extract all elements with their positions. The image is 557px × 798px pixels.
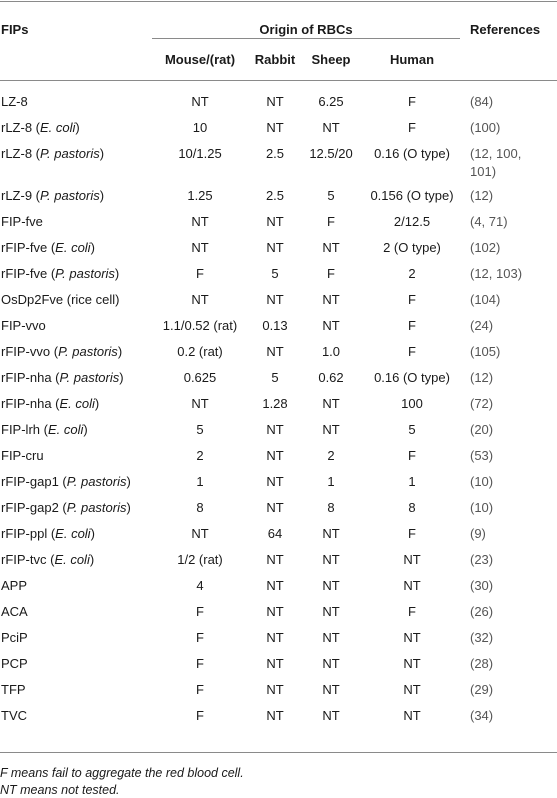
cell-mouse: F (196, 656, 204, 671)
cell-human: F (408, 344, 416, 359)
cell-sheep: NT (322, 630, 340, 645)
fip-name-text: rLZ-9 ( (1, 188, 40, 203)
cell-mouse: F (196, 682, 204, 697)
fip-name-suffix: ) (117, 344, 123, 359)
cell-sheep: NT (322, 682, 340, 697)
fip-name-suffix: ) (119, 370, 124, 385)
fip-name-suffix: ) (75, 120, 80, 135)
reference-link[interactable]: (72) (470, 396, 494, 411)
fip-species: E. coli (40, 120, 76, 135)
cell-mouse: 1/2 (rat) (177, 552, 223, 567)
fip-name-suffix: ) (126, 474, 131, 489)
fip-name (1, 630, 28, 646)
fip-name-suffix: ) (99, 188, 105, 203)
fip-name (1, 578, 27, 594)
fip-name-suffix: ) (89, 552, 95, 567)
cell-sheep: 6.25 (318, 94, 344, 109)
cell-mouse: F (196, 604, 204, 619)
cell-rabbit: 64 (267, 526, 283, 541)
header-origin-of-rbcs: Origin of RBCs (259, 22, 353, 37)
fip-name (1, 120, 80, 136)
cell-human: NT (403, 552, 421, 567)
reference-link[interactable]: (24) (470, 318, 494, 333)
cell-mouse: 10/1.25 (178, 146, 222, 161)
fip-name (1, 422, 88, 438)
fip-name (1, 500, 131, 516)
fip-name (1, 240, 95, 256)
fip-name-text: TVC (1, 708, 27, 723)
cell-rabbit: NT (266, 240, 284, 255)
fip-name (1, 604, 28, 620)
cell-rabbit: NT (266, 630, 284, 645)
fip-species: P. pastoris (59, 370, 120, 385)
cell-sheep: 1 (327, 474, 335, 489)
cell-human: NT (403, 708, 421, 723)
reference-link[interactable]: (23) (470, 552, 494, 567)
cell-mouse: 10 (192, 120, 208, 135)
fip-name-text: rLZ-8 ( (1, 146, 40, 161)
fip-name (1, 318, 46, 334)
fip-name-text: rLZ-8 ( (1, 120, 40, 135)
fip-name (1, 448, 44, 464)
cell-human: 1 (408, 474, 416, 489)
cell-sheep: NT (322, 552, 340, 567)
cell-rabbit: 5 (271, 370, 279, 385)
cell-rabbit: 2.5 (265, 188, 285, 203)
cell-rabbit: NT (266, 708, 284, 723)
cell-rabbit: NT (266, 120, 284, 135)
fip-name (1, 370, 124, 386)
cell-rabbit: NT (266, 682, 284, 697)
cell-sheep: NT (322, 396, 340, 411)
cell-rabbit: NT (266, 448, 284, 463)
fip-name-suffix: ) (83, 422, 88, 437)
header-rabbit: Rabbit (254, 52, 296, 67)
reference-link[interactable]: (53) (470, 448, 494, 463)
fip-name (1, 656, 28, 672)
cell-mouse: F (196, 630, 204, 645)
cell-sheep: F (327, 214, 335, 229)
fip-name-text: PCP (1, 656, 28, 671)
cell-sheep: 12.5/20 (309, 146, 353, 161)
fip-species: P. pastoris (66, 500, 127, 515)
cell-human: 8 (408, 500, 416, 515)
fip-species: E. coli (55, 526, 91, 541)
cell-mouse: 1.25 (187, 188, 213, 203)
reference-link[interactable]: (34) (470, 708, 494, 723)
fip-name (1, 188, 104, 204)
reference-link[interactable]: (32) (470, 630, 494, 645)
top-rule (0, 1, 557, 2)
cell-sheep: F (327, 266, 335, 281)
fip-name-text: rFIP-fve ( (1, 266, 56, 281)
fip-name (1, 94, 28, 110)
fip-name-text: PciP (1, 630, 28, 645)
cell-mouse: NT (191, 94, 209, 109)
reference-link[interactable]: (12, 103) (470, 266, 523, 281)
cell-human: 5 (408, 422, 416, 437)
footnote-nt: NT means not tested. (0, 783, 120, 797)
reference-link[interactable]: (104) (470, 292, 501, 307)
cell-mouse: 1 (196, 474, 204, 489)
cell-sheep: 1.0 (321, 344, 341, 359)
reference-link[interactable]: (12) (470, 188, 494, 203)
cell-mouse: NT (191, 526, 209, 541)
header-references: References (470, 22, 541, 37)
cell-mouse: 1.1/0.52 (rat) (162, 318, 238, 333)
cell-human: F (408, 448, 416, 463)
cell-human: NT (403, 578, 421, 593)
fip-name-text: APP (1, 578, 28, 593)
fip-name (1, 344, 122, 360)
reference-link[interactable]: (100) (470, 120, 501, 135)
fip-species: P. pastoris (58, 344, 118, 359)
origin-subheader-rule (152, 38, 460, 39)
cell-rabbit: 5 (271, 266, 279, 281)
cell-human: 2 (408, 266, 416, 281)
fip-name-suffix: ) (126, 500, 131, 515)
reference-link[interactable]: (12) (470, 370, 494, 385)
reference-link[interactable]: (28) (470, 656, 494, 671)
cell-sheep: NT (322, 578, 340, 593)
fip-name-text: FIP-fve (1, 214, 43, 229)
cell-human: NT (403, 682, 421, 697)
reference-link[interactable]: (4, 71) (470, 214, 508, 229)
cell-human: F (408, 120, 416, 135)
cell-human: F (408, 604, 416, 619)
cell-sheep: NT (322, 656, 340, 671)
fip-species: E. coli (55, 240, 91, 255)
cell-sheep: 2 (327, 448, 335, 463)
cell-mouse: 0.625 (183, 370, 217, 385)
fip-name-text: rFIP-ppl ( (1, 526, 56, 541)
cell-mouse: 2 (196, 448, 204, 463)
cell-mouse: 8 (196, 500, 204, 515)
header-fips: FIPs (1, 22, 29, 37)
reference-link[interactable]: (20) (470, 422, 494, 437)
fip-name-text: rFIP-tvc ( (1, 552, 55, 567)
fip-name-text: rFIP-gap1 ( (1, 474, 67, 489)
cell-sheep: 5 (327, 188, 335, 203)
cell-human: 0.16 (O type) (374, 146, 450, 161)
reference-link[interactable]: (9) (470, 526, 486, 541)
fip-name-suffix: ) (90, 240, 95, 255)
reference-link[interactable]: (105) (470, 344, 501, 359)
cell-sheep: NT (322, 604, 340, 619)
fip-name-text: FIP-cru (1, 448, 44, 463)
fip-name-text: rFIP-vvo ( (1, 344, 59, 359)
cell-rabbit: NT (266, 292, 284, 307)
cell-sheep: NT (322, 292, 340, 307)
fip-name-suffix: ) (114, 266, 120, 281)
cell-human: F (408, 292, 416, 307)
cell-mouse: 5 (196, 422, 204, 437)
fip-species: E. coli (54, 552, 90, 567)
header-sheep: Sheep (311, 52, 351, 67)
fip-name (1, 266, 119, 282)
cell-rabbit: 0.13 (262, 318, 288, 333)
cell-human: F (408, 318, 416, 333)
fip-name (1, 682, 26, 698)
header-mouse-rat: Mouse/(rat) (164, 52, 236, 67)
fip-species: E. coli (59, 396, 95, 411)
cell-mouse: NT (191, 396, 209, 411)
header-human: Human (389, 52, 435, 67)
fip-name (1, 708, 27, 724)
cell-rabbit: NT (266, 604, 284, 619)
fip-name-suffix: ) (90, 526, 95, 541)
fip-species: P. pastoris (55, 266, 115, 281)
cell-rabbit: NT (266, 500, 284, 515)
cell-sheep: NT (322, 526, 340, 541)
fip-name (1, 214, 43, 230)
cell-mouse: F (196, 266, 204, 281)
cell-rabbit: NT (266, 214, 284, 229)
cell-human: 0.156 (O type) (370, 188, 454, 203)
cell-sheep: 8 (327, 500, 335, 515)
cell-sheep: NT (322, 708, 340, 723)
fip-name-text: OsDp2Fve (rice cell) (1, 292, 120, 307)
reference-link[interactable]: (102) (470, 240, 501, 255)
cell-rabbit: 1.28 (262, 396, 288, 411)
reference-link[interactable]: (30) (470, 578, 494, 593)
fip-species: E. coli (47, 422, 84, 437)
cell-sheep: NT (322, 422, 340, 437)
reference-link[interactable]: (29) (470, 682, 494, 697)
fip-name-text: rFIP-nha ( (1, 396, 60, 411)
cell-rabbit: NT (266, 656, 284, 671)
cell-sheep: 0.62 (318, 370, 344, 385)
cell-human: NT (403, 630, 421, 645)
fip-species: P. pastoris (40, 188, 100, 203)
reference-link[interactable]: (26) (470, 604, 494, 619)
fip-name-text: LZ-8 (1, 94, 28, 109)
cell-mouse: 0.2 (rat) (177, 344, 223, 359)
fip-name (1, 292, 119, 308)
fip-name (1, 146, 104, 162)
cell-mouse: NT (191, 292, 209, 307)
cell-rabbit: NT (266, 344, 284, 359)
cell-mouse: 4 (196, 578, 204, 593)
fip-name-suffix: ) (99, 146, 105, 161)
cell-human: 100 (401, 396, 423, 411)
fip-name-text: rFIP-fve ( (1, 240, 56, 255)
cell-rabbit: NT (266, 578, 284, 593)
fip-name-text: ACA (1, 604, 28, 619)
cell-human: 2 (O type) (383, 240, 441, 255)
reference-link[interactable]: (10) (470, 474, 494, 489)
fip-name-text: rFIP-nha ( (1, 370, 60, 385)
cell-sheep: NT (322, 318, 340, 333)
fip-name (1, 552, 94, 568)
cell-human: F (408, 526, 416, 541)
footnote-f: F means fail to aggregate the red blood cell. (0, 766, 244, 780)
fip-species: P. pastoris (40, 146, 100, 161)
cell-sheep: NT (322, 120, 340, 135)
fip-name (1, 526, 95, 542)
fip-species: P. pastoris (66, 474, 127, 489)
fip-name-text: FIP-vvo (1, 318, 46, 333)
reference-link[interactable]: 101) (470, 164, 497, 179)
fip-name-text: TFP (1, 682, 26, 697)
bottom-rule (0, 752, 557, 753)
cell-rabbit: 2.5 (265, 146, 285, 161)
reference-link[interactable]: (84) (470, 94, 494, 109)
reference-link[interactable]: (10) (470, 500, 494, 515)
cell-human: 0.16 (O type) (374, 370, 450, 385)
cell-rabbit: NT (266, 474, 284, 489)
cell-rabbit: NT (266, 94, 284, 109)
fip-name (1, 474, 131, 490)
fip-name-text: FIP-lrh ( (1, 422, 48, 437)
fip-name-suffix: ) (94, 396, 100, 411)
cell-mouse: NT (191, 240, 209, 255)
cell-human: 2/12.5 (393, 214, 431, 229)
header-bottom-rule (0, 80, 557, 81)
cell-mouse: F (196, 708, 204, 723)
cell-rabbit: NT (266, 552, 284, 567)
reference-link[interactable]: (12, 100, (470, 146, 522, 161)
cell-mouse: NT (191, 214, 209, 229)
cell-sheep: NT (322, 240, 340, 255)
fip-name (1, 396, 99, 412)
cell-human: NT (403, 656, 421, 671)
cell-rabbit: NT (266, 422, 284, 437)
fip-name-text: rFIP-gap2 ( (1, 500, 67, 515)
cell-human: F (408, 94, 416, 109)
